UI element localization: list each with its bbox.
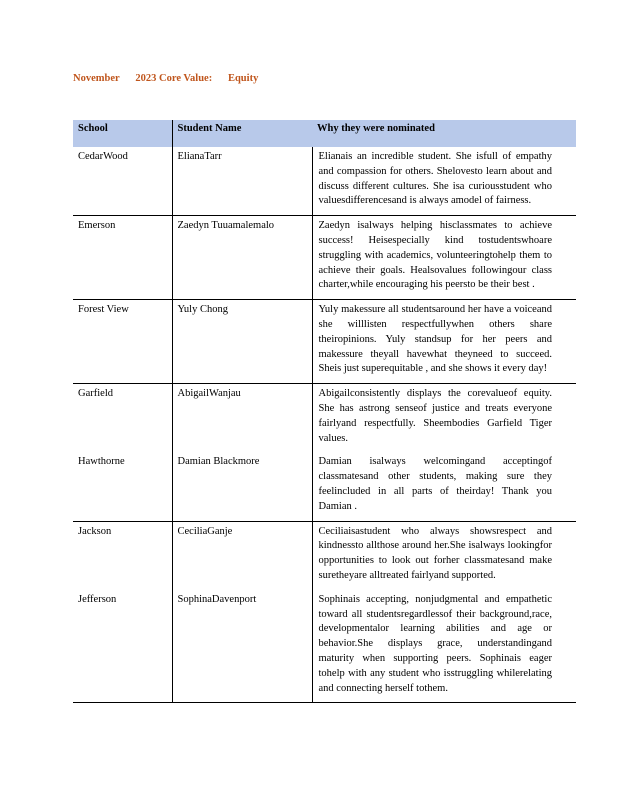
school-cell: Emerson (73, 216, 172, 300)
heading-year-label: 2023 Core Value: (135, 73, 213, 84)
heading-core-value: Equity (227, 73, 259, 84)
page-heading (73, 73, 258, 84)
table-row (73, 590, 576, 703)
header-school: School (73, 120, 172, 147)
table-row (73, 521, 576, 590)
student-name-cell: ElianaTarr (172, 147, 312, 216)
table-row (73, 147, 576, 216)
school-cell: Jackson (73, 521, 172, 590)
student-name-cell: SophinaDavenport (172, 590, 312, 703)
table-row (73, 384, 576, 453)
nomination-reason-cell: Ceciliaisastudent who always showsrespect and kindnessto allthose around her.She isalways lookingfor opportunities to look out forher classmatesand make suretheyare alltreated fairlyand supported. (312, 521, 576, 590)
header-student-name: Student Name (172, 120, 312, 147)
student-name-cell: Yuly Chong (172, 300, 312, 384)
school-cell: Hawthorne (73, 452, 172, 521)
school-cell: Jefferson (73, 590, 172, 703)
header-why-nominated: Why they were nominated (312, 120, 576, 147)
school-cell: Forest View (73, 300, 172, 384)
nomination-reason-cell: Yuly makessure all studentsaround her have a voiceand she willlisten respectfullywhen others share theiropinions. Yuly standsup for her peers and makessure theyall havewhat theyneed to succeed. Sheis just superequitable , and she shows it every day! (312, 300, 576, 384)
nomination-reason-cell: Zaedyn isalways helping hisclassmates to achieve success! Heisespecially kind tostudentswhoare struggling with academics, volunteeringtohelp them to achieve their goals. Healsovalues followingour class charter,while encouraging his peersto be their best . (312, 216, 576, 300)
table-row (73, 300, 576, 384)
nominations-table (73, 120, 576, 703)
school-cell: CedarWood (73, 147, 172, 216)
nomination-reason-cell: Damian isalways welcomingand acceptingof classmatesand other students, making sure they feelincluded in all parts of theirday! Thank you Damian . (312, 452, 576, 521)
table-row (73, 216, 576, 300)
nomination-reason-cell: Elianais an incredible student. She isfull of empathy and compassion for others. Shelovesto learn about and discuss different cultures. She isa curiousstudent who valuesdifferencesand is always amodel of fairness. (312, 147, 576, 216)
table-header-row (73, 120, 576, 147)
heading-month: November (73, 73, 120, 84)
table-row (73, 452, 576, 521)
student-name-cell: Zaedyn Tuuamalemalo (172, 216, 312, 300)
student-name-cell: AbigailWanjau (177, 388, 241, 400)
school-cell: Garfield (73, 384, 172, 453)
nomination-reason-cell: Abigailconsistently displays the corevalueof equity. She has astrong senseof justice and treats everyone fairlyand respectfully. Sheembodies Garfield Tiger values. (312, 384, 576, 453)
nomination-reason-cell: Sophinais accepting, nonjudgmental and empathetic toward all studentsregardlessof their background,race, developmentalor learning abilities and age or behavior.She displays grace, understandingand maturity when supporting peers. Sophinais eager tohelp with any student who isstruggling whilerelating and connecting herself tothem. (312, 590, 576, 703)
student-name-cell: CeciliaGanje (177, 525, 233, 537)
student-name-cell: Damian Blackmore (172, 452, 312, 521)
